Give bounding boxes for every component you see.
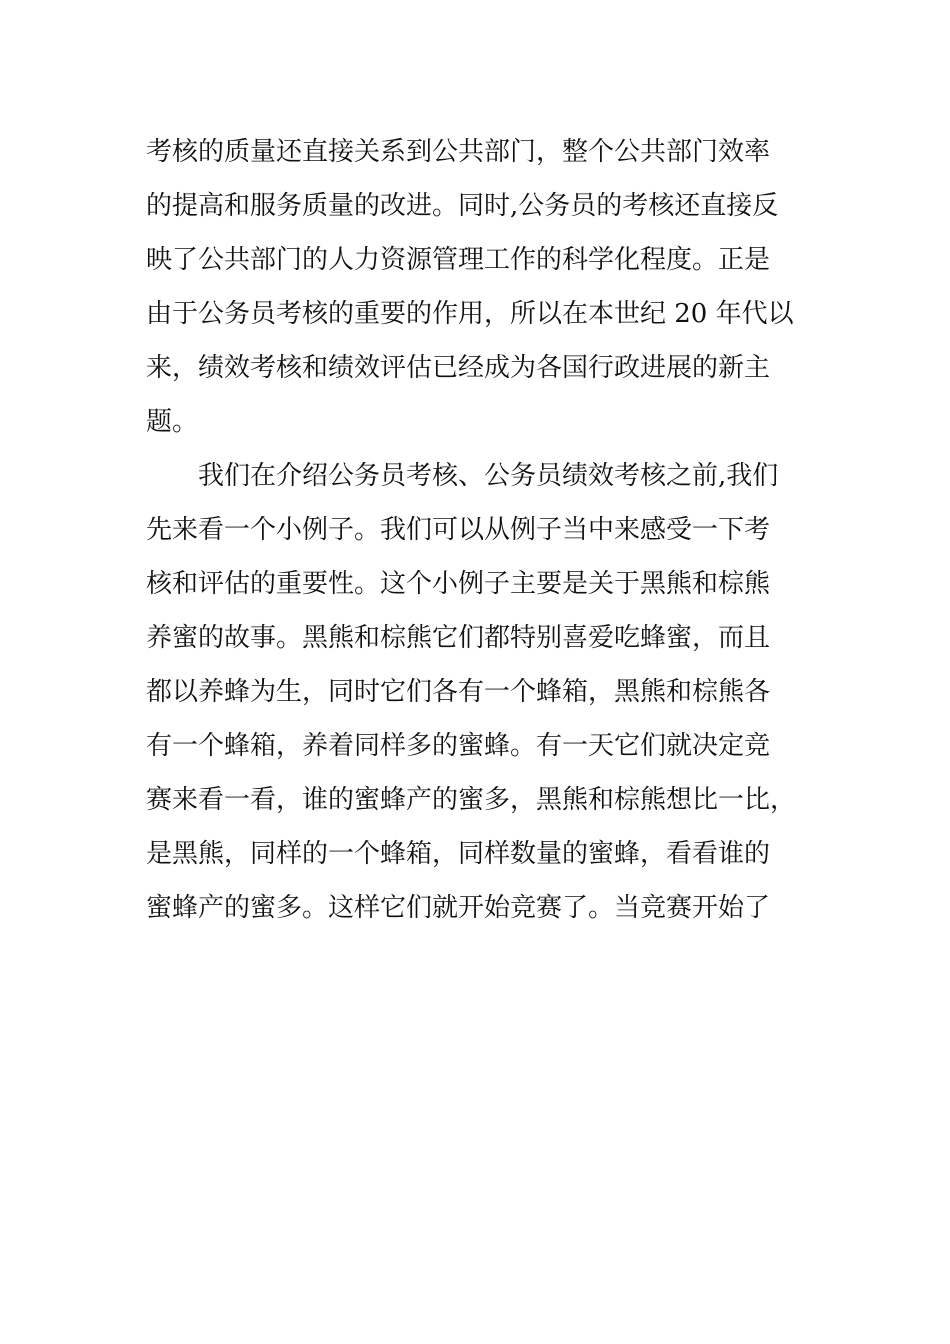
text-line: 有一个蜂箱，养着同样多的蜜蜂。有一天它们就决定竞 <box>146 731 771 761</box>
text-line: 是黑熊，同样的一个蜂箱，同样数量的蜜蜂，看看谁的 <box>146 839 771 869</box>
text-line: 由于公务员考核的重要的作用，所以在本世纪 20 年代以 <box>146 299 794 329</box>
text-line: 先来看一个小例子。我们可以从例子当中来感受一下考 <box>146 515 771 545</box>
text-line: 都以养蜂为生，同时它们各有一个蜂箱，黑熊和棕熊各 <box>146 677 771 707</box>
text-line: 的提高和服务质量的改进。同时,公务员的考核还直接反 <box>146 191 779 221</box>
text-line: 我们在介绍公务员考核、公务员绩效考核之前,我们 <box>146 461 779 491</box>
text-line: 题。 <box>146 407 199 437</box>
text-line: 映了公共部门的人力资源管理工作的科学化程度。正是 <box>146 245 771 275</box>
text-line: 养蜜的故事。黑熊和棕熊它们都特别喜爱吃蜂蜜，而且 <box>146 623 771 653</box>
paragraph-1 <box>146 125 816 449</box>
paragraph-2 <box>146 449 816 935</box>
text-line: 核和评估的重要性。这个小例子主要是关于黑熊和棕熊 <box>146 569 771 599</box>
text-line: 考核的质量还直接关系到公共部门，整个公共部门效率 <box>146 137 771 167</box>
text-line: 来，绩效考核和绩效评估已经成为各国行政进展的新主 <box>146 353 771 383</box>
text-line: 蜜蜂产的蜜多。这样它们就开始竞赛了。当竞赛开始了 <box>146 893 771 923</box>
text-line: 赛来看一看，谁的蜜蜂产的蜜多，黑熊和棕熊想比一比， <box>146 785 797 815</box>
document-body <box>146 125 816 935</box>
